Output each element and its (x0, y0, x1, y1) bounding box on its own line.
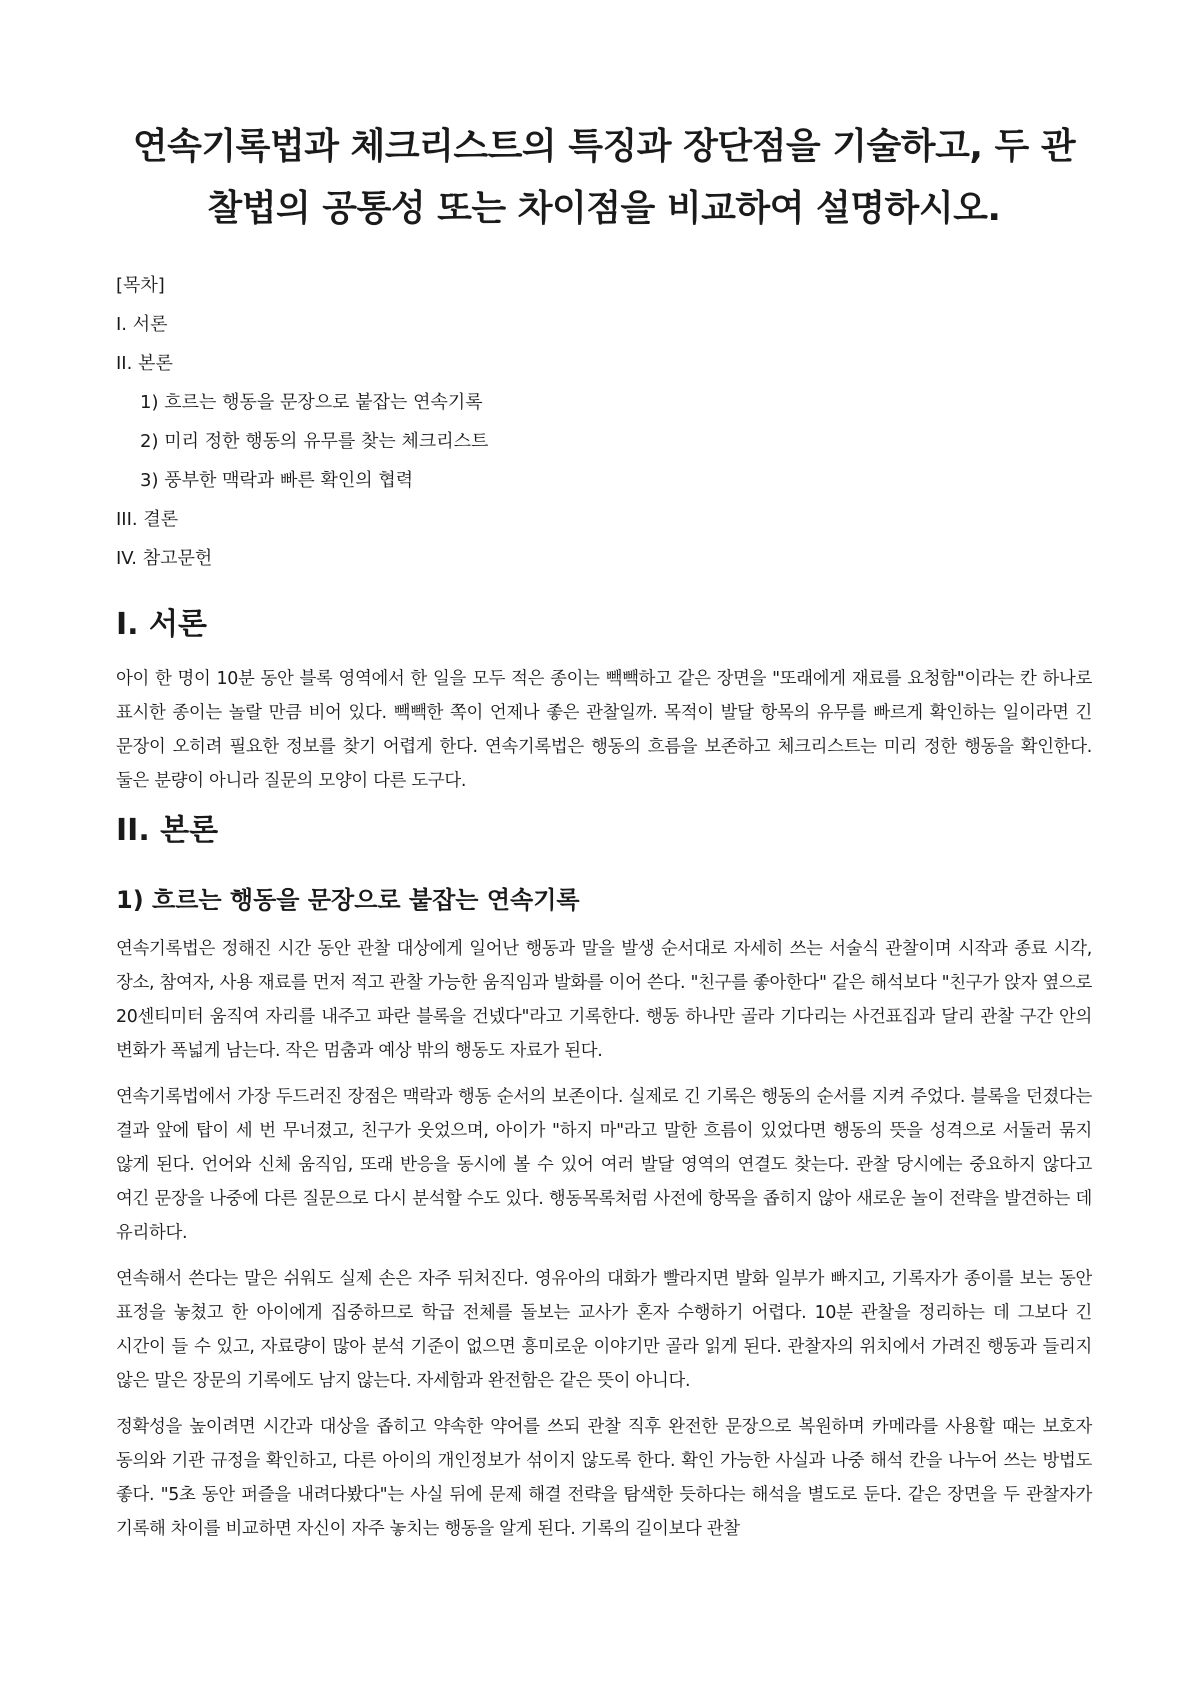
table-of-contents (116, 266, 1092, 578)
document-title: 연속기록법과 체크리스트의 특징과 장단점을 기술하고, 두 관찰법의 공통성 또는 차이점을 비교하여 설명하시오. (132, 126, 1076, 229)
toc-item-body-1: 1) 흐르는 행동을 문장으로 붙잡는 연속기록 (140, 392, 483, 413)
toc-item-references: IV. 참고문헌 (116, 548, 213, 569)
toc-item-intro: I. 서론 (116, 314, 168, 335)
body-paragraph: 연속기록법에서 가장 두드러진 장점은 맥락과 행동 순서의 보존이다. 실제로 긴 기록은 행동의 순서를 지켜 주었다. 블록을 던졌다는 결과 앞에 탑이 세 번 무너졌고, 친구가 웃었으며, 아이가 "하지 마"라고 말한 흐름이 있었다면 행동의 뜻을 성격으로 서둘러 묶지 않게 된다. 언어와 신체 움직임, 또래 반응을 동시에 볼 수 있어 여러 발달 영역의 연결도 찾는다. 관찰 당시에는 중요하지 않다고 여긴 문장을 나중에 다른 질문으로 다시 분석할 수도 있다. 행동목록처럼 사전에 항목을 좁히지 않아 새로운 놀이 전략을 발견하는 데 유리하다. (116, 1087, 1092, 1243)
toc-item-body-2: 2) 미리 정한 행동의 유무를 찾는 체크리스트 (140, 431, 489, 452)
body-heading: II. 본론 (116, 813, 219, 848)
toc-item-body: II. 본론 (116, 353, 173, 374)
intro-paragraph: 아이 한 명이 10분 동안 블록 영역에서 한 일을 모두 적은 종이는 빽빽하고 같은 장면을 "또래에게 재료를 요청함"이라는 칸 하나로 표시한 종이는 놀랄 만큼 비어 있다. 빽빽한 쪽이 언제나 좋은 관찰일까. 목적이 발달 항목의 유무를 빠르게 확인하는 일이라면 긴 문장이 오히려 필요한 정보를 찾기 어렵게 한다. 연속기록법은 행동의 흐름을 보존하고 체크리스트는 미리 정한 행동을 확인한다. 둘은 분량이 아니라 질문의 모양이 다른 도구다. (116, 669, 1092, 791)
intro-heading: I. 서론 (116, 607, 207, 642)
body-paragraph: 정확성을 높이려면 시간과 대상을 좁히고 약속한 약어를 쓰되 관찰 직후 완전한 문장으로 복원하며 카메라를 사용할 때는 보호자 동의와 기관 규정을 확인하고, 다른 아이의 개인정보가 섞이지 않도록 한다. 확인 가능한 사실과 나중 해석 칸을 나누어 쓰는 방법도 좋다. "5초 동안 퍼즐을 내려다봤다"는 사실 뒤에 문제 해결 전략을 탐색한 듯하다는 해석을 별도로 둔다. 같은 장면을 두 관찰자가 기록해 차이를 비교하면 자신이 자주 놓치는 행동을 알게 된다. 기록의 길이보다 관찰 (116, 1417, 1092, 1539)
body-paragraph: 연속해서 쓴다는 말은 쉬워도 실제 손은 자주 뒤처진다. 영유아의 대화가 빨라지면 발화 일부가 빠지고, 기록자가 종이를 보는 동안 표정을 놓쳤고 한 아이에게 집중하므로 학급 전체를 돌보는 교사가 혼자 수행하기 어렵다. 10분 관찰을 정리하는 데 그보다 긴 시간이 들 수 있고, 자료량이 많아 분석 기준이 없으면 흥미로운 이야기만 골라 읽게 된다. 관찰자의 위치에서 가려진 행동과 들리지 않은 말은 장문의 기록에도 남지 않는다. 자세함과 완전함은 같은 뜻이 아니다. (116, 1269, 1092, 1391)
body-subsection-1-heading: 1) 흐르는 행동을 문장으로 붙잡는 연속기록 (116, 886, 580, 914)
toc-item-conclusion: III. 결론 (116, 509, 179, 530)
toc-heading: [목차] (116, 275, 165, 296)
body-paragraph: 연속기록법은 정해진 시간 동안 관찰 대상에게 일어난 행동과 말을 발생 순서대로 자세히 쓰는 서술식 관찰이며 시작과 종료 시각, 장소, 참여자, 사용 재료를 먼저 적고 관찰 가능한 움직임과 발화를 이어 쓴다. "친구를 좋아한다" 같은 해석보다 "친구가 앉자 옆으로 20센티미터 움직여 자리를 내주고 파란 블록을 건넸다"라고 기록한다. 행동 하나만 골라 기다리는 사건표집과 달리 관찰 구간 안의 변화가 폭넓게 남는다. 작은 멈춤과 예상 밖의 행동도 자료가 된다. (116, 939, 1092, 1061)
toc-item-body-3: 3) 풍부한 맥락과 빠른 확인의 협력 (140, 470, 414, 491)
